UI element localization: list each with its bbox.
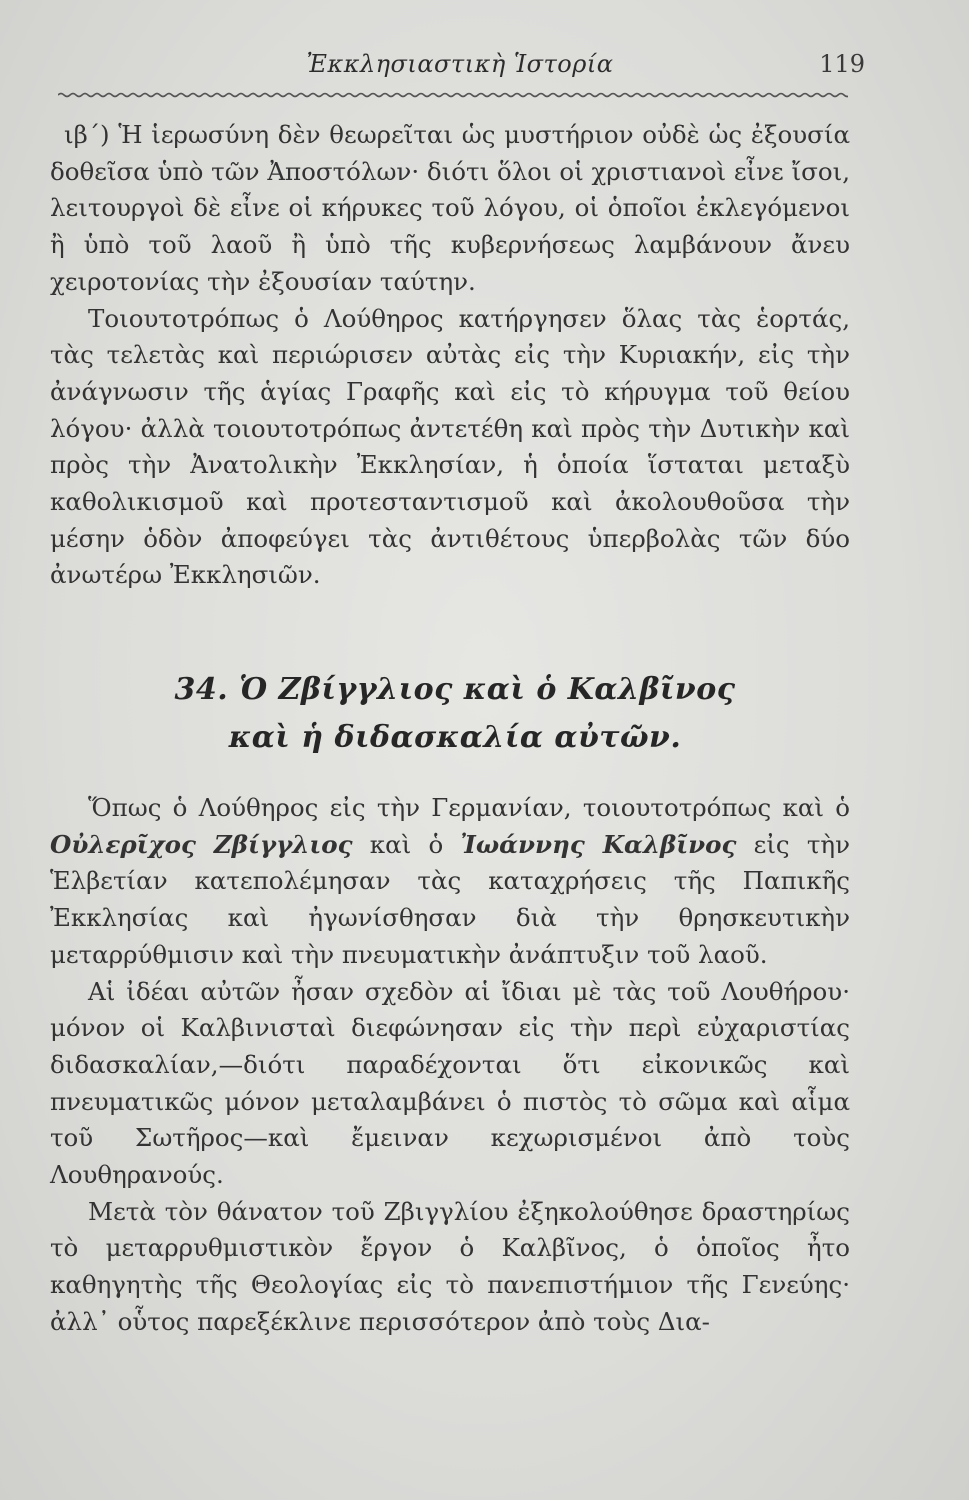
running-title: Ἐκκλησιαστικὴ Ἱστορία — [306, 50, 614, 78]
wavy-header-rule — [58, 88, 848, 102]
page-header — [60, 50, 865, 90]
name-calvin: Ἰωάννης Καλβῖνος — [460, 829, 737, 859]
text-block-bottom — [50, 790, 850, 1341]
paragraph-luther-reforms: Τοιουτοτρόπως ὁ Λούθηρος κατήργησεν ὅλας τὰς ἑορτάς, τὰς τελετὰς καὶ περιώρισεν αὐτὰς εἰς τὴν Κυριακήν, εἰς τὴν ἀνάγνωσιν τῆς ἁγίας Γραφῆς καὶ εἰς τὸ κήρυγμα τοῦ θείου λόγου· ἀλλὰ τοιουτοτρόπως ἀντετέθη καὶ πρὸς τὴν Δυτικὴν καὶ πρὸς τὴν Ἀνατολικὴν Ἐκκλησίαν, ἡ ὁποία ἵσταται μεταξὺ καθολικισμοῦ καὶ προτεσταντισμοῦ καὶ ἀκολουθοῦσα τὴν μέσην ὁδὸν ἀποφεύγει τὰς ἀντιθέτους ὑπερβολὰς τῶν δύο ἀνωτέρω Ἐκκλησιῶν. — [50, 303, 850, 590]
section-heading-line-1: 34. Ὁ Ζβίγγλιος καὶ ὁ Καλβῖνος — [174, 672, 736, 707]
paragraph-after-zwingli: Μετὰ τὸν θάνατον τοῦ Ζβιγγλίου ἐξηκολούθησε δραστηρίως τὸ μεταρρυθμιστικὸν ἔργον ὁ Καλβῖνος, ὁ ὁποῖος ἦτο καθηγητὴς τῆς Θεολογίας εἰς τὸ πανεπιστήμιον τῆς Γενεύης· ἀλλ᾽ οὗτος παρεξέκλινε περισσότερον ἀπὸ τοὺς Δια- — [50, 1196, 850, 1336]
text-span: εἰς τὴν Ἑλβετίαν κατεπολέμησαν τὰς καταχρήσεις τῆς Παπικῆς Ἐκκλησίας καὶ ἠγωνίσθησαν διὰ τὴν θρησκευτικὴν μεταρρύθμισιν καὶ τὴν πνευματικὴν ἀνάπτυξιν τοῦ λαοῦ. — [50, 829, 851, 969]
section-heading-line-2: καὶ ἡ διδασκαλία αὐτῶν. — [228, 720, 682, 755]
text-block-top — [50, 117, 850, 594]
paragraph-priesthood: ιβ΄) Ἡ ἱερωσύνη δὲν θεωρεῖται ὡς μυστήριον οὐδὲ ὡς ἐξουσία δοθεῖσα ὑπὸ τῶν Ἀποστόλων· διότι ὅλοι οἱ χριστιανοὶ εἶνε ἴσοι, λειτουργοὶ δὲ εἶνε οἱ κήρυκες τοῦ λόγου, οἱ ὁποῖοι ἐκλεγόμενοι ἢ ὑπὸ τοῦ λαοῦ ἢ ὑπὸ τῆς κυβερνήσεως λαμβάνουν ἄνευ χειροτονίας τὴν ἐξουσίαν ταύτην. — [50, 120, 850, 296]
text-span: Ὅπως ὁ Λούθηρος εἰς τὴν Γερμανίαν, τοιουτοτρόπως καὶ ὁ — [88, 793, 850, 822]
text-span: καὶ ὁ — [352, 829, 461, 859]
page-number: 119 — [819, 50, 865, 78]
name-zwingli: Οὐλερῖχος Ζβίγγλιος — [50, 829, 353, 859]
section-heading — [60, 666, 850, 762]
paragraph-zwingli-calvin — [50, 790, 850, 974]
paragraph-eucharist: Αἱ ἰδέαι αὐτῶν ἦσαν σχεδὸν αἱ ἴδιαι μὲ τὰς τοῦ Λουθήρου· μόνον οἱ Καλβινισταὶ διεφώνησαν εἰς τὴν περὶ εὐχαριστίας διδασκαλίαν,—διότι παραδέχονται ὅτι εἰκονικῶς καὶ πνευματικῶς μόνον μεταλαμβάνει ὁ πιστὸς τὸ σῶμα καὶ αἷμα τοῦ Σωτῆρος—καὶ ἔμειναν κεχωρισμένοι ἀπὸ τοὺς Λουθηρανούς. — [50, 976, 850, 1190]
